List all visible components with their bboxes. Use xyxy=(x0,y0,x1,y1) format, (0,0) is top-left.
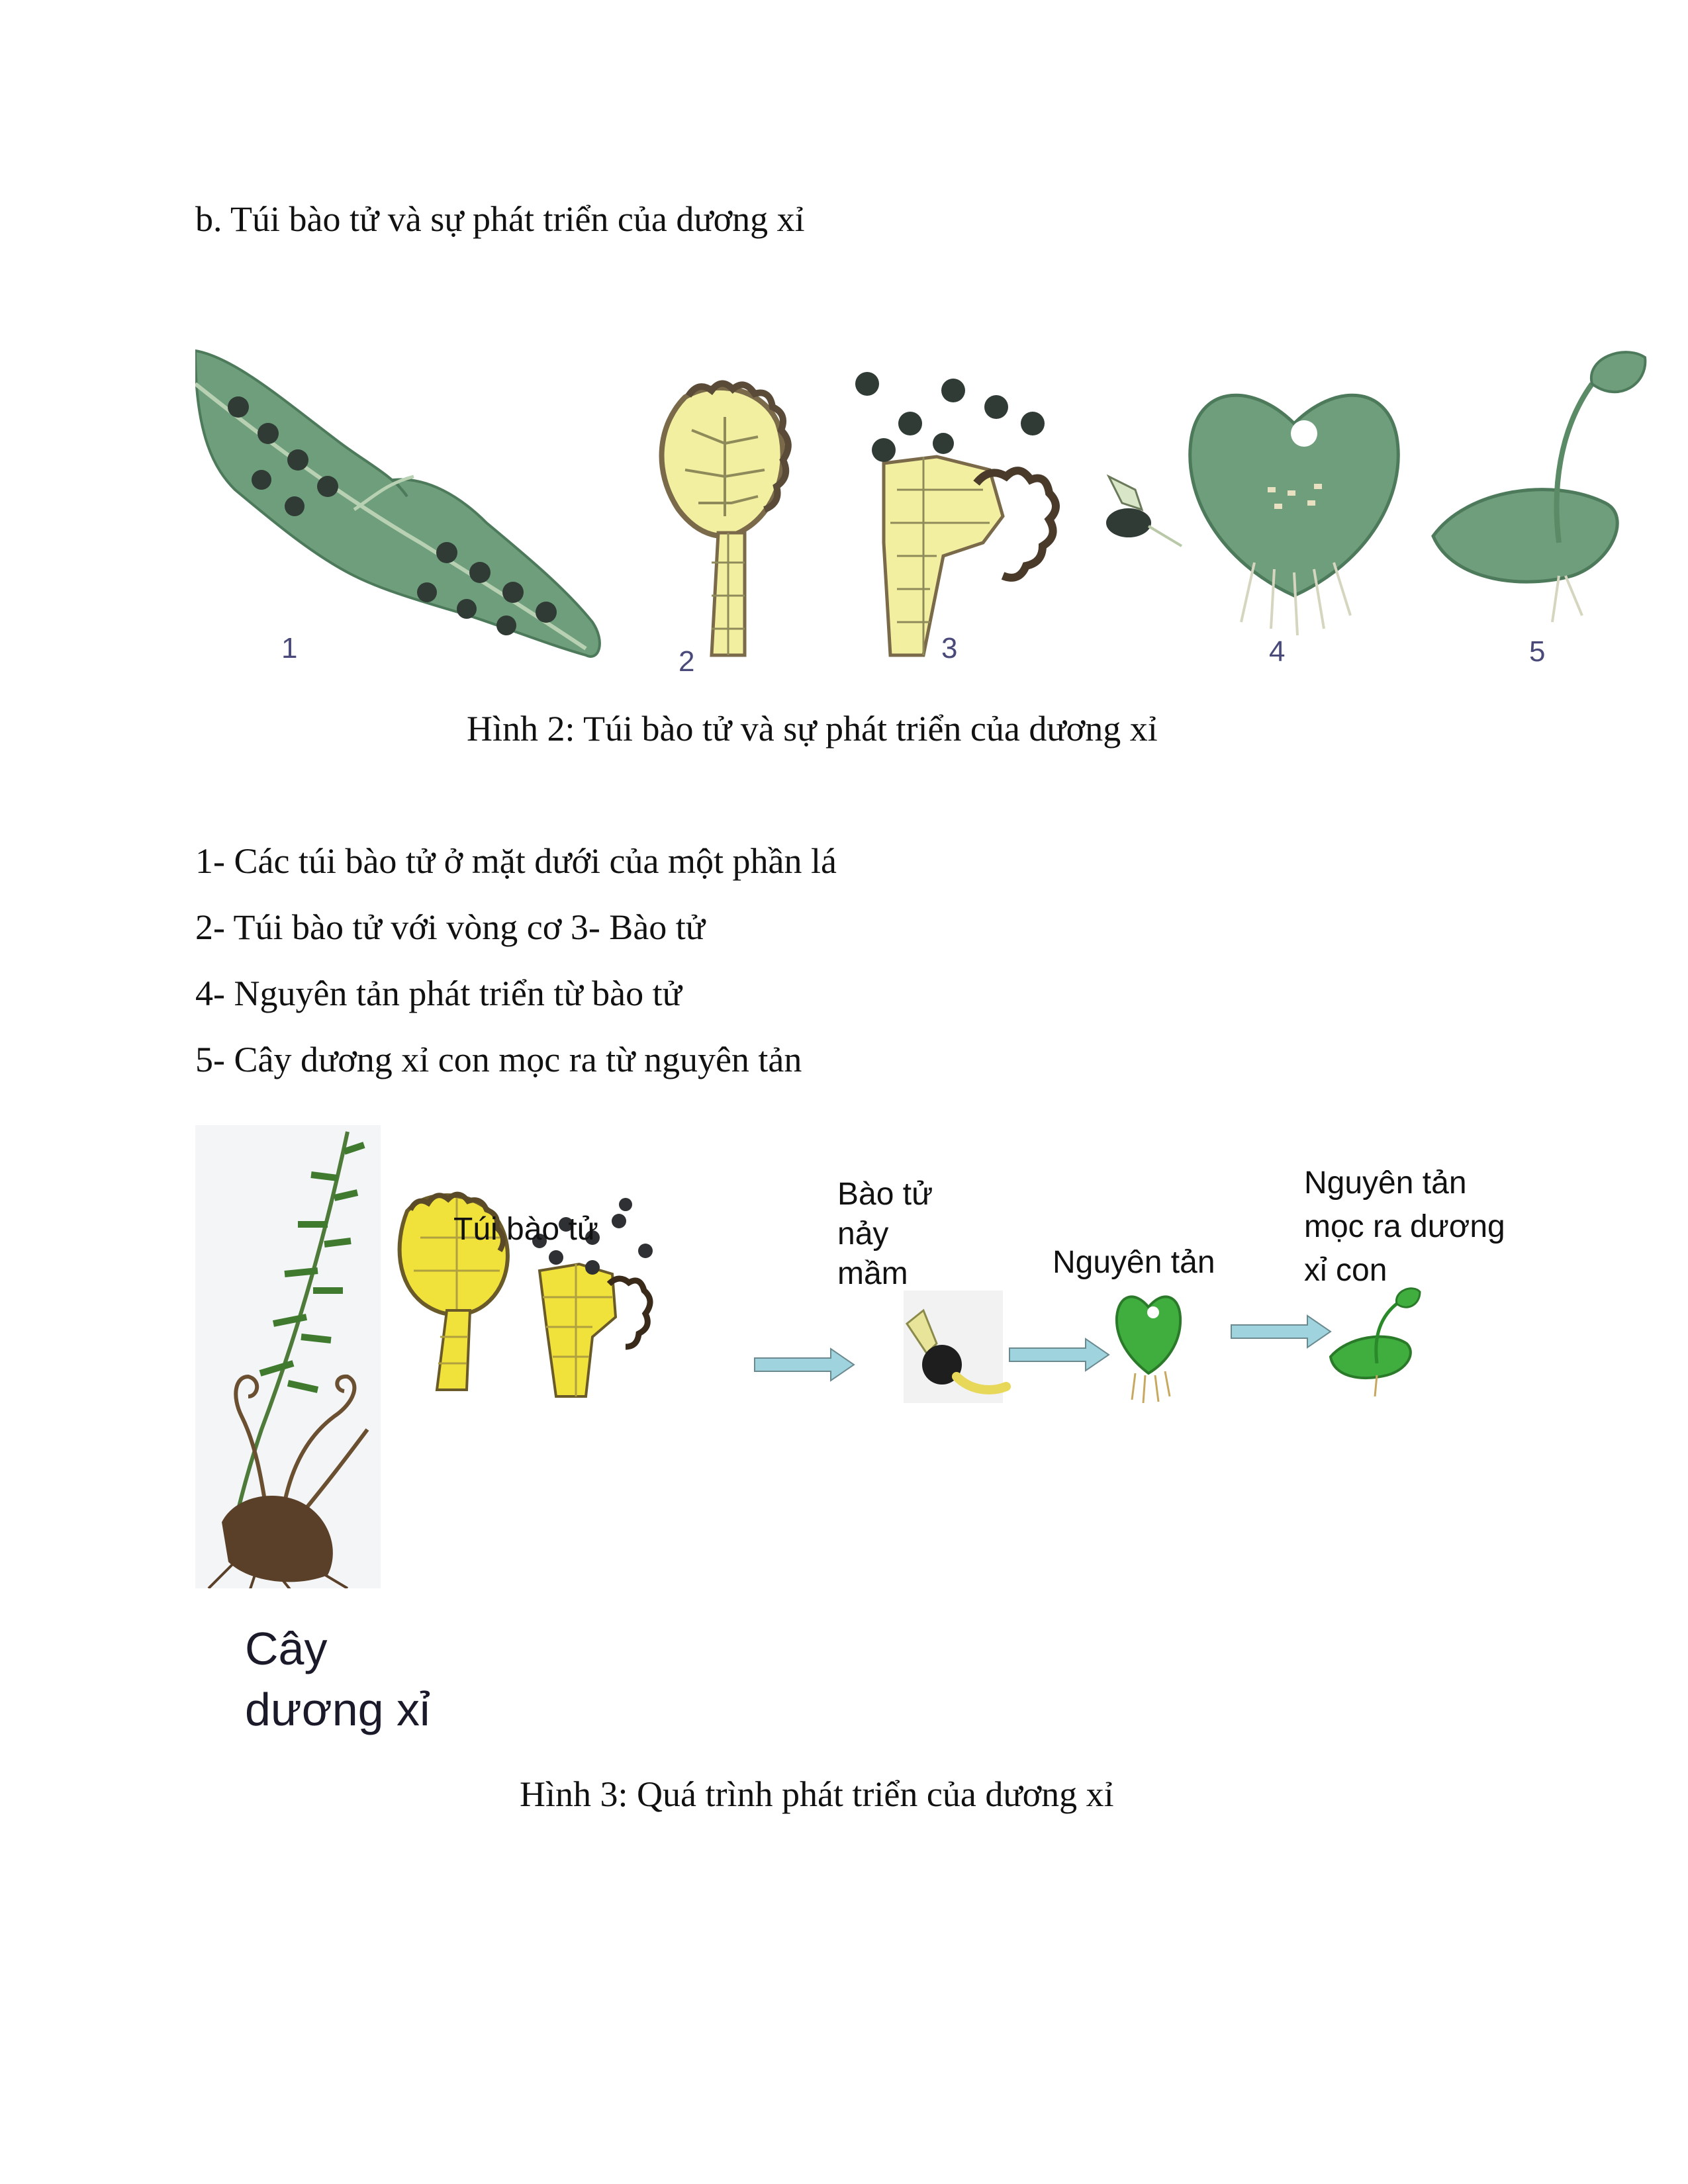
young-fern-green-illustration xyxy=(1331,1289,1420,1396)
label-nguyen-tan-moc-ra xyxy=(1304,1161,1505,1293)
legend-item: 1- Các túi bào tử ở mặt dưới của một phần lá xyxy=(195,841,837,881)
label-line: xỉ con xyxy=(1304,1253,1387,1288)
stage-number: 5 xyxy=(1529,635,1546,668)
label-line: mầm xyxy=(837,1256,908,1291)
spore xyxy=(941,379,965,402)
sorus xyxy=(258,423,279,444)
sorus xyxy=(285,496,305,516)
spore xyxy=(984,395,1008,419)
stage-number: 4 xyxy=(1269,635,1286,668)
section-heading: b. Túi bào tử và sự phát triển của dương xỉ xyxy=(195,199,805,239)
label-tui-bao-tu: Túi bào tử xyxy=(453,1212,598,1247)
fern-plant-illustration xyxy=(195,1125,381,1588)
sorus xyxy=(417,582,437,602)
label-nguyen-tan: Nguyên tản xyxy=(1053,1245,1215,1280)
young-fern-illustration xyxy=(1433,352,1645,622)
arrow-right-icon xyxy=(1009,1339,1109,1371)
label-cay-duong-xi xyxy=(245,1618,430,1740)
sorus xyxy=(469,562,491,583)
germinating-spore-illustration xyxy=(904,1291,1006,1403)
spores-release-illustration xyxy=(855,372,1056,655)
spore xyxy=(585,1260,600,1275)
figure-2-caption: Hình 2: Túi bào tử và sự phát triển của dương xỉ xyxy=(467,709,1158,749)
sorus xyxy=(502,582,524,603)
spore xyxy=(933,433,954,454)
sorus xyxy=(496,615,516,635)
sorus xyxy=(228,396,249,418)
spore xyxy=(612,1214,626,1228)
arrow-right-icon xyxy=(755,1349,854,1381)
stage-number: 2 xyxy=(679,645,695,678)
prothallus-illustration xyxy=(1190,395,1399,635)
sorus xyxy=(252,470,271,490)
spore xyxy=(855,372,879,396)
spore xyxy=(549,1250,563,1265)
sorus xyxy=(317,476,338,497)
label-line: nảy xyxy=(837,1216,889,1251)
legend-item: 5- Cây dương xỉ con mọc ra từ nguyên tản xyxy=(195,1040,802,1079)
spore xyxy=(1021,412,1045,435)
spore xyxy=(898,412,922,435)
label-line: Cây xyxy=(245,1623,328,1674)
spore xyxy=(638,1244,653,1258)
label-line: Bào tử xyxy=(837,1177,933,1212)
figure-3-caption: Hình 3: Quá trình phát triển của dương xỉ xyxy=(520,1774,1114,1814)
sorus xyxy=(536,602,557,623)
germinating-spore-illustration xyxy=(1106,477,1182,546)
sorus xyxy=(287,449,308,471)
legend-item: 2- Túi bào tử với vòng cơ 3- Bào tử xyxy=(195,907,706,947)
figure-2-illustration xyxy=(195,344,1652,688)
label-line: Nguyên tản xyxy=(1304,1165,1467,1201)
label-line: mọc ra dương xyxy=(1304,1209,1505,1244)
prothallus-green-illustration xyxy=(1117,1297,1180,1403)
sorus xyxy=(457,599,477,619)
arrow-right-icon xyxy=(1231,1316,1331,1347)
sporangium-annulus-illustration xyxy=(662,383,788,655)
stage-number: 1 xyxy=(281,632,298,664)
label-bao-tu-nay-mam xyxy=(837,1175,933,1294)
label-line: dương xỉ xyxy=(245,1684,430,1735)
sorus xyxy=(436,542,457,563)
leaf-with-sori-illustration xyxy=(195,351,600,657)
stage-number: 3 xyxy=(941,632,958,664)
spore xyxy=(619,1198,632,1211)
spore xyxy=(872,438,896,462)
legend-item: 4- Nguyên tản phát triển từ bào tử xyxy=(195,974,682,1013)
